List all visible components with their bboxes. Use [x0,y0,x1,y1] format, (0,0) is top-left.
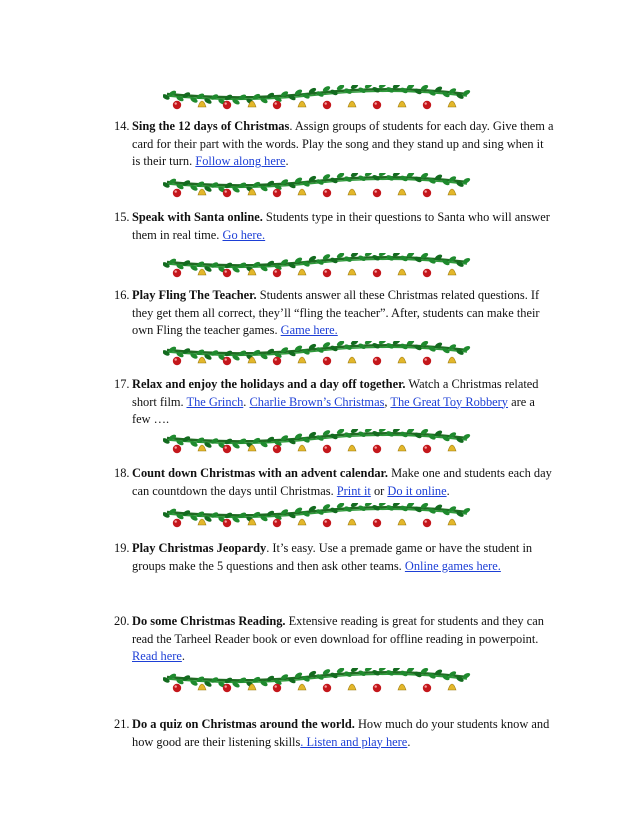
bell-icon [298,445,306,451]
item-text [132,209,554,244]
list-item [114,465,554,500]
ornament-highlight [425,102,427,104]
garland-graphic [163,253,471,279]
item-description: Make one and students each day can countdown the days until Christmas. [132,466,552,498]
garland-graphic [163,503,471,529]
item-text [132,716,554,751]
list-item [114,540,554,575]
ornament-highlight [175,685,177,687]
item-title: Do a quiz on Christmas around the world. [132,717,355,731]
ornament-highlight [325,190,327,192]
bell-icon [198,519,206,525]
bell-icon [298,684,306,690]
item-number: 16. [114,288,130,302]
list-item [114,209,554,244]
ornament-icon [323,445,331,453]
item-tail: . [446,483,450,498]
bell-icon [448,101,456,107]
ornament-highlight [425,270,427,272]
item-number: 18. [114,466,130,480]
item-description: Students type in their questions to Santa who will answer them in real time. [132,210,550,242]
ornament-highlight [325,520,327,522]
item-number: 21. [114,717,130,731]
bell-icon [198,684,206,690]
ornament-icon [373,357,381,365]
bell-icon [298,357,306,363]
item-number: 17. [114,377,130,391]
ornament-highlight [225,358,227,360]
ornament-highlight [175,446,177,448]
ornament-icon [223,519,231,527]
ornament-icon [223,101,231,109]
ornament-icon [273,519,281,527]
bell-icon [198,445,206,451]
ornament-highlight [425,446,427,448]
item-description: . It’s easy. Use a premade game or have the student in groups make the 5 questions and then ask other teams. [132,541,533,573]
item-text [132,465,554,500]
list-item [114,613,554,666]
ornament-icon [173,101,181,109]
bell-icon [398,269,406,275]
bell-icon [348,269,356,275]
ornament-highlight [225,685,227,687]
ornament-icon [273,269,281,277]
item-separator: or [370,483,388,498]
ornament-highlight [325,685,327,687]
garland-graphic [163,668,471,694]
ornament-highlight [275,685,277,687]
ornament-highlight [375,270,377,272]
ornament-icon [323,189,331,197]
ornament-highlight [275,358,277,360]
ornament-highlight [375,190,377,192]
item-tail: . [285,154,289,169]
item-title: Play Christmas Jeopardy [132,541,267,555]
go-here-link[interactable]: Go here. [222,227,266,242]
bell-icon [348,519,356,525]
bell-icon [298,269,306,275]
bell-icon [298,519,306,525]
ornament-highlight [375,520,377,522]
ornament-icon [373,101,381,109]
garland-graphic [163,341,471,367]
item-title: Speak with Santa online. [132,210,263,224]
item-separator: , [384,394,391,409]
item-tail: . [407,734,411,749]
item-text [132,287,554,340]
ornament-icon [273,189,281,197]
ornament-icon [273,101,281,109]
item-title: Play Fling The Teacher. [132,288,257,302]
ornament-icon [223,445,231,453]
bell-icon [398,684,406,690]
ornament-icon [173,445,181,453]
ornament-highlight [275,520,277,522]
item-number: 20. [114,614,130,628]
list-item [114,118,554,171]
item-description: Extensive reading is great for students and they can read the Tarheel Reader book or even download for offline reading in powerpoint. [132,614,544,646]
ornament-highlight [325,358,327,360]
ornament-icon [423,269,431,277]
ornament-highlight [325,102,327,104]
bell-icon [448,519,456,525]
ornament-highlight [425,520,427,522]
bell-icon [198,101,206,107]
bell-icon [348,189,356,195]
ornament-icon [273,357,281,365]
garland-graphic [163,173,471,199]
bell-icon [398,357,406,363]
the-grinch-link[interactable]: The Grinch [186,394,244,409]
ornament-icon [373,445,381,453]
ornament-highlight [325,270,327,272]
bell-icon [448,189,456,195]
ornament-highlight [375,102,377,104]
ornament-highlight [175,520,177,522]
ornament-highlight [175,270,177,272]
item-title: Do some Christmas Reading. [132,614,286,628]
bell-icon [198,269,206,275]
bell-icon [448,357,456,363]
listen-and-play-link[interactable]: . Listen and play here [300,734,408,749]
ornament-highlight [425,685,427,687]
read-here-link[interactable]: Read here [132,649,182,664]
ornament-icon [423,357,431,365]
do-it-online-link[interactable]: Do it online [387,483,447,498]
bell-icon [448,445,456,451]
bell-icon [448,269,456,275]
ornament-highlight [275,270,277,272]
ornament-icon [323,357,331,365]
ornament-icon [173,519,181,527]
item-title: Relax and enjoy the holidays and a day off together. [132,377,406,391]
charlie-brown-link[interactable]: Charlie Brown’s Christmas [249,394,385,409]
item-description: Watch a Christmas related short film. [132,377,539,409]
item-text [132,540,554,575]
bell-icon [198,357,206,363]
ornament-icon [423,189,431,197]
ornament-icon [173,269,181,277]
item-number: 15. [114,210,130,224]
item-separator: . [243,394,250,409]
garland-divider [163,668,471,694]
ornament-highlight [225,446,227,448]
ornament-icon [373,189,381,197]
item-text [132,118,554,171]
ornament-icon [323,269,331,277]
list-item [114,716,554,751]
ornament-highlight [425,190,427,192]
ornament-icon [223,189,231,197]
ornament-icon [323,684,331,692]
ornament-highlight [225,102,227,104]
item-number: 19. [114,541,130,555]
ornament-highlight [275,102,277,104]
bell-icon [348,101,356,107]
garland-divider [163,341,471,367]
garland-graphic [163,85,471,111]
list-item [114,376,554,429]
ornament-icon [423,684,431,692]
item-text [132,376,554,429]
ornament-highlight [175,102,177,104]
bell-icon [398,189,406,195]
item-tail: . [181,649,185,664]
bell-icon [398,445,406,451]
item-number: 14. [114,119,130,133]
ornament-highlight [275,190,277,192]
ornament-highlight [225,520,227,522]
bell-icon [398,519,406,525]
ornament-icon [423,519,431,527]
item-description: How much do your students know and how good are their listening skills [132,717,550,749]
ornament-highlight [175,358,177,360]
garland-divider [163,429,471,455]
item-text [132,613,554,666]
bell-icon [198,189,206,195]
ornament-icon [323,519,331,527]
ornament-icon [223,269,231,277]
item-description: Students answer all these Christmas related questions. If they get them all correct, they’ll “fling the teacher”. After, students can make their own Fling the teacher games. [132,288,540,338]
ornament-icon [173,357,181,365]
ornament-highlight [375,685,377,687]
garland-graphic [163,429,471,455]
game-here-link[interactable]: Game here. [280,323,338,338]
ornament-icon [423,101,431,109]
list-item [114,287,554,340]
ornament-icon [173,684,181,692]
online-games-link[interactable]: Online games here. [404,558,501,573]
ornament-icon [323,101,331,109]
ornament-highlight [175,190,177,192]
bell-icon [298,101,306,107]
ornament-icon [273,445,281,453]
ornament-highlight [325,446,327,448]
ornament-icon [373,269,381,277]
bell-icon [448,684,456,690]
ornament-icon [423,445,431,453]
bell-icon [348,357,356,363]
item-title: Sing the 12 days of Christmas [132,119,290,133]
ornament-highlight [375,446,377,448]
item-title: Count down Christmas with an advent calendar. [132,466,388,480]
ornament-highlight [375,358,377,360]
bell-icon [348,445,356,451]
ornament-icon [373,519,381,527]
ornament-highlight [225,270,227,272]
ornament-icon [173,189,181,197]
bell-icon [398,101,406,107]
ornament-highlight [275,446,277,448]
print-it-link[interactable]: Print it [336,483,371,498]
bell-icon [348,684,356,690]
ornament-icon [273,684,281,692]
ornament-highlight [225,190,227,192]
ornament-icon [223,357,231,365]
ornament-icon [223,684,231,692]
ornament-icon [373,684,381,692]
bell-icon [298,189,306,195]
garland-divider [163,85,471,111]
item-tail: are a few …. [132,394,535,427]
ornament-highlight [425,358,427,360]
garland-divider [163,253,471,279]
great-toy-robbery-link[interactable]: The Great Toy Robbery [390,394,509,409]
item-description: . Assign groups of students for each day. Give them a card for their part with the words. Play the song and they stand up and sing when it is their turn. [132,119,554,169]
follow-along-link[interactable]: Follow along here [195,154,286,169]
garland-divider [163,173,471,199]
garland-divider [163,503,471,529]
